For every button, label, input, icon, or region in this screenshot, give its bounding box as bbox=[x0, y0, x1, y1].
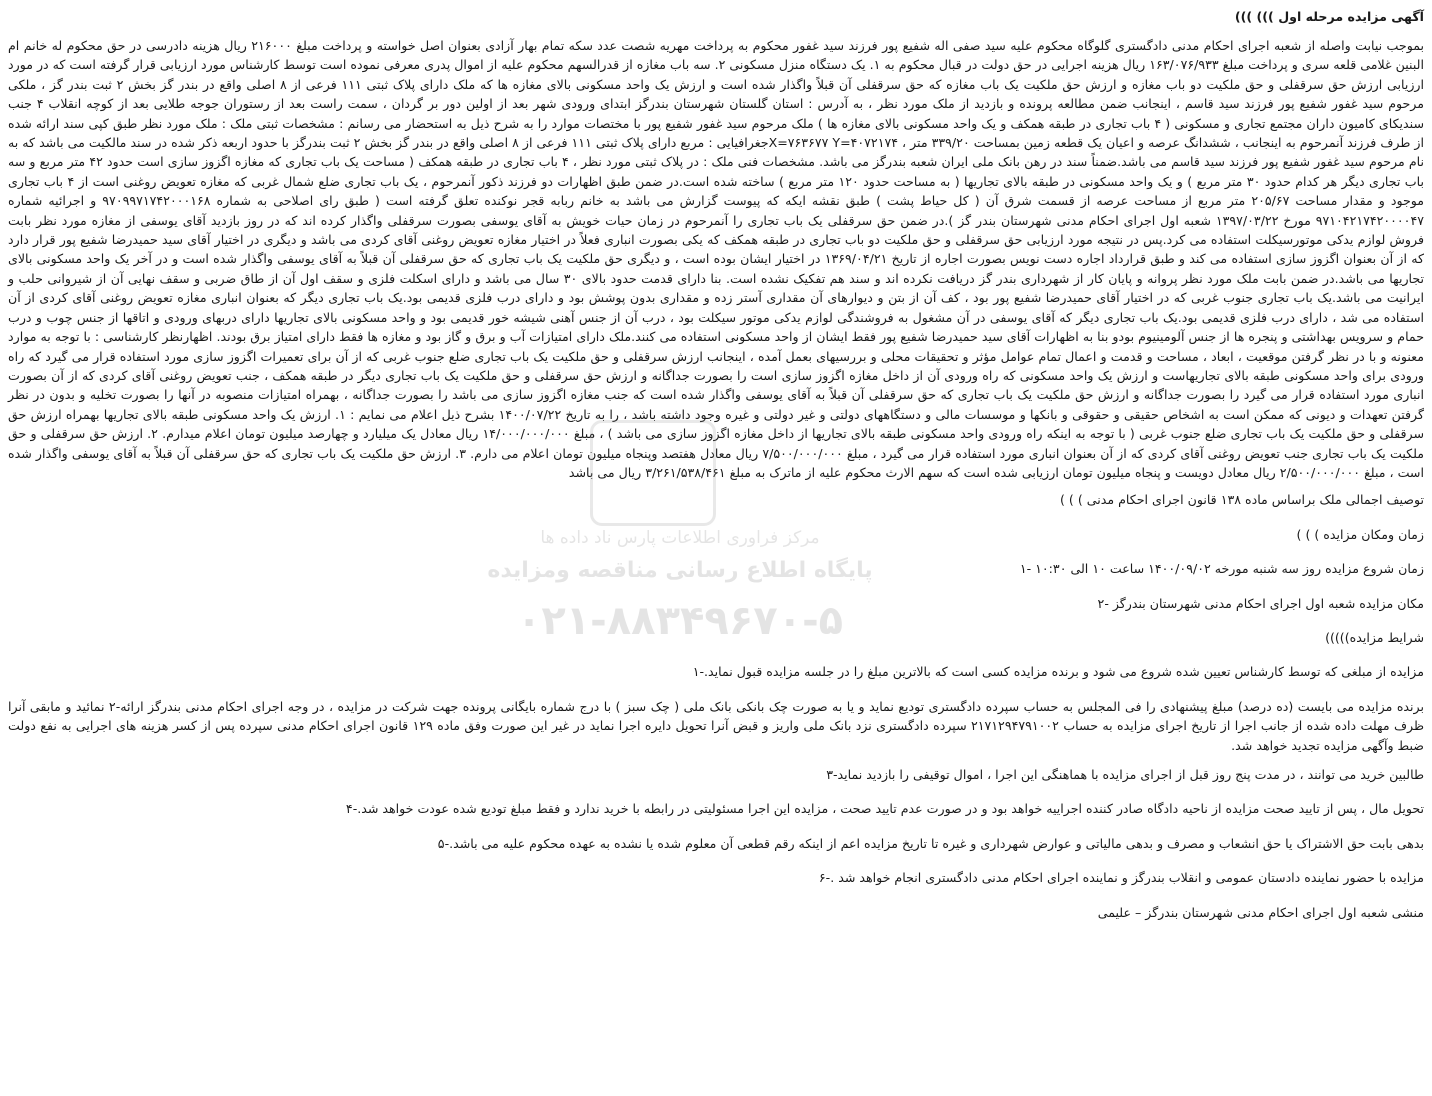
auction-notice bbox=[8, 6, 1424, 1090]
signature: منشی شعبه اول اجرای احکام مدنی شهرستان بندرگز – علیمی bbox=[1097, 904, 1424, 920]
auction-time: زمان شروع مزایده روز سه شنبه مورخه ۱۴۰۰/۰۹/۰۲ ساعت ۱۰ الی ۱۰:۳۰ -۱ bbox=[1019, 561, 1424, 577]
condition-item: مزایده از مبلغی که توسط کارشناس تعیین شده شروع می شود و برنده مزایده کسی است که بالاترین مبلغ را در جلسه مزایده قبول نماید.-۱ bbox=[692, 664, 1424, 680]
condition-item: مزایده با حضور نماینده دادستان عمومی و انقلاب بندرگز و نماینده اجرای احکام مدنی دادگستری انجام خواهد شد .-۶ bbox=[818, 870, 1424, 886]
condition-item: بدهی بابت حق الاشتراک یا حق انشعاب و مصرف و بدهی مالیاتی و عوارض شهرداری و غیره تا تاریخ مزایده اعم از اینکه رقم قطعی آن معلوم شده یا نشده به عهده محکوم علیه می باشد.-۵ bbox=[437, 835, 1424, 851]
condition-item: تحویل مال ، پس از تایید صحت مزایده از ناحیه دادگاه صادر کننده اجراییه خواهد بود و در صورت عدم تایید صحت ، مزایده این اجرا مسئولیتی در رابطه با خرید ندارد و فقط مبلغ تودیع شده عودت خواهد شد.-۴ bbox=[345, 801, 1424, 817]
watermark-phone: ۰۲۱-۸۸۳۴۹۶۷۰-۵ bbox=[516, 598, 844, 644]
summary-heading: توصیف اجمالی ملک براساس ماده ۱۳۸ قانون اجرای احکام مدنی ) ) ) bbox=[1060, 492, 1424, 508]
notice-body: بموجب نیابت واصله از شعبه اجرای احکام مدنی دادگستری گلوگاه محکوم علیه سید صفی اله شفیع پور فرزند سید غفور محکوم به پرداخت مهریه شصت عدد سکه تمام بهار آزادی بعنوان اصل خواسته و پرداخت مبلغ ۲۱۶۰۰۰ ریال هزینه دادرسی در حق محکوم له خانم ام البنین غلامی قلعه سری و پرداخت مبلغ ۱۶۳/۰۷۶/۹۳۳ ریال هزینه اجرایی در حق دولت در قبال محکوم به ۱. یک دستگاه منزل مسکونی ۲. سه باب مغازه از قدرالسهم محکوم علیه از اموال پدری معرفی نموده است توسط کارشناس مورد ارزیابی قرار گرفته است که در مورد ارزیابی ارزش حق سرقفلی و حق ملکیت دو باب مغازه و ارزش حق ملکیت یک باب مغازه که حق سرقفلی آن قبلاً واگذار شده است و ارزش یک واحد مسکونی بالای مغازه ها که ملک دارای پلاک ثبتی ۱۱۱ فرعی از ۸ اصلی واقع در بندر گز بخش ۲ ثبت بندر گز ، ملکی مرحوم سید غفور شفیع پور فرزند سید قاسم ، اینجانب ضمن مطالعه پرونده و بازدید از ملک مورد نظر ، به آدرس : استان گلستان شهرستان بندرگز ابتدای ورودی شهر بعد از اولین دور بر گردان ، سمت راست بعد از رستوران جوجه طلایی بعد از کوچه انقلاب ۴ جنب سندیکای کامیون داران مجتمع تجاری و مسکونی ( ۴ باب تجاری در طبقه همکف و یک واحد مسکونی بالای مغازه ها ) ملک مرحوم سید غفور شفیع پور با مختصات موارد را به شرح ذیل به استحضار می رسانم : مشخصات ثبتی ملک : ملک مورد نظر طبق کپی سند ارائه شده از طرف فرزند آنمرحوم به اینجانب ، ششدانگ عرصه و اعیان یک قطعه زمین بمساحت ۳۳۹/۲۰ متر ، X=۷۶۳۶۷۷ Y=۴۰۷۲۱۷۴جغرافیایی : مربع دارای پلاک ثبتی ۱۱۱ فرعی از ۸ اصلی واقع در بندر گز بخش ۲ ثبت بندرگز با حدود اربعه ذکر شده در سند مالکیت می باشد که به نام مرحوم سید غفور شفیع پور فرزند سید قاسم می باشد.ضمناً سند در رهن بانک ملی ایران شعبه بندرگز می باشد. مشخصات فنی ملک : در پلاک ثبتی مورد نظر ، ۴ باب تجاری در طبقه همکف ( مساحت یک باب تجاری که مغازه اگزوز سازی است حدود ۴۲ متر مربع و سه باب تجاری دیگر هر کدام حدود ۳۰ متر مربع ) و یک واحد مسکونی در طبقه بالای تجاریها ( به مساحت حدود ۱۲۰ متر مربع ) ساخته شده است.در ضمن طبق اظهارات دو فرزند ذکور آنمرحوم ، یک باب تجاری ضلع شمال غربی که مغازه تعویض روغنی است از ۴ باب تجاری موجود و مقدار مساحت ۲۰۵/۶۷ متر مربع از مساحت عرصه از قسمت شرق آن ( کل حیاط پشت ) طبق نقشه ایکه که پیوست گزارش می باشد به خانم ربابه قجر نوکنده تعلق گرفته است ( طبق رای اصلاحی به شماره ۹۷۰۹۹۷۱۷۴۲۰۰۰۱۶۸ و اجرائیه شماره ۹۷۱۰۴۲۱۷۴۲۰۰۰۰۴۷ مورخ ۱۳۹۷/۰۳/۲۲ شعبه اول اجرای احکام مدنی شهرستان بندر گز ).در ضمن حق سرقفلی یک باب تجاری را آنمرحوم در زمان حیات خویش به آقای یوسفی بصورت سرقفلی واگذار کرده اند که در روز بازدید آقای یوسفی از مغازه مورد نظر بابت فروش لوازم یدکی موتورسیکلت استفاده می کرد.پس در نتیجه مورد ارزیابی حق سرقفلی و حق ملکیت دو باب تجاری در طبقه همکف که یکی بصورت انباری فعلاً در اختیار مغازه تعویض روغنی آقای کردی می باشد و دیگری در اختیار آقای سید حمیدرضا شفیع پور قرار دارد که از آن بعنوان اگزوز سازی استفاده می کند و طبق قرارداد اجاره دست نویس بصورت اجاره از تاریخ ۱۳۶۹/۰۴/۲۱ در اختیار ایشان بوده است ، و دیگری حق ملکیت یک باب تجاری که حق سرقفلی آن قبلاً به آقای یوسفی واگذار شده است و در آخر یک واحد مسکونی بالای تجاریها می باشد.در ضمن بابت ملک مورد نظر پروانه و پایان کار از شهرداری بندر گز دریافت نکرده اند و سند هم تفکیک نشده است. بنا دارای قدمت حدود بالای ۳۰ سال می باشد و دارای اسکلت فلزی و سقف اول آن از طاق ضربی و سقف نهایی آن از شیروانی حلب و ایرانیت می باشد.یک باب تجاری جنوب غربی که در اختیار آقای حمیدرضا شفیع پور بود ، کف آن از بتن و دیوارهای آن مقداری آستر زده و مقداری بدون پوشش بود و دارای درب فلزی قدیمی بود.یک باب تجاری دیگر که بعنوان انباری مغازه تعویض روغنی آقای کردی از آن استفاده می شد ، دارای درب فلزی قدیمی بود.یک باب تجاری دیگر که آقای یوسفی در آن مشغول به فروشندگی لوازم یدکی موتور سیکلت بود ، درب آن از جنس آهنی شیشه خور قدیمی بود و واحد مسکونی بالای تجاریها دارای دربهای ورودی و اتاقها از جنس چوب و درب حمام و سرویس بهداشتی و پنجره ها از جنس آلومینیوم بودو بنا به اظهارات آقای سید حمیدرضا شفیع پور فقط ایشان از واحد مسکونی استفاده می کنند.ملک دارای امتیازات آب و برق و گاز بود و مغازه ها فقط دارای امتیاز برق بودند. اظهارنظر کارشناسی : با توجه به موارد معنونه و با در نظر گرفتن موقعیت ، ابعاد ، مساحت و قدمت و اعمال تمام عوامل مؤثر و تحقیقات محلی و بررسیهای بعمل آمده ، اینجانب ارزش سرقفلی و حق ملکیت یک باب تجاری ضلع جنوب غربی که از آن برای تعمیرات اگزوز سازی مورد استفاده قرار می گیرد که راه ورودی برای واحد مسکونی طبقه بالای تجاریهاست و ارزش یک واحد مسکونی که راه ورودی آن از داخل مغازه اگزوز سازی است را بصورت جداگانه و ارزش حق سرقفلی و حق ملکیت یک باب تجاری دیگر در طبقه همکف ، جنب تعویض روغنی آقای کردی که از آن بصورت انباری مورد استفاده قرار می گیرد را بصورت جداگانه و ارزش حق ملکیت یک باب تجاری که حق سرقفلی آن قبلاً به آقای یوسفی واگذار شده است که جنب مغازه اگزوز سازی می باشد را بصورت جداگانه ، بهمراه امتیازات منصوبه در آنها را بصورت تخلیه و بدون در نظر گرفتن تعهدات و دیونی که ممکن است به اشخاص حقیقی و حقوقی و بانکها و موسسات مالی و دستگاههای دولتی و غیر دولتی و غیره وجود داشته باشد ، را به تاریخ ۱۴۰۰/۰۷/۲۲ بشرح ذیل اعلام می نمایم : ۱. ارزش یک واحد مسکونی طبقه بالای تجاریها بهمراه ارزش حق سرقفلی و حق ملکیت یک باب تجاری ضلع جنوب غربی ( با توجه به اینکه راه ورودی واحد مسکونی طبقه بالای تجاریها از داخل مغازه اگزوز سازی می باشد ) ، مبلغ ۱۴/۰۰۰/۰۰۰/۰۰۰ ریال معادل یک میلیارد و چهارصد میلیون تومان اعلام میدارم. ۲. ارزش حق سرقفلی و حق ملکیت یک باب تجاری جنب تعویض روغنی آقای کردی که از آن بعنوان انباری مورد استفاده قرار می گیرد ، مبلغ ۷/۵۰۰/۰۰۰/۰۰۰ ریال معادل هفتصد وپنجاه میلیون تومان اعلام می دارم. ۳. ارزش حق ملکیت یک باب تجاری که حق سرقفلی آن قبلاً به آقای یوسفی واگذار شده است ، مبلغ ۲/۵۰۰/۰۰۰/۰۰۰ ریال معادل دویست و پنجاه میلیون تومان ارزیابی شده است که سهم الارث محکوم علیه از ماترک به مبلغ ۳/۲۶۱/۵۳۸/۴۶۱ ریال می باشد bbox=[8, 38, 1425, 480]
conditions-heading: شرایط مزایده))))) bbox=[1325, 629, 1424, 645]
condition-item: طالبین خرید می توانند ، در مدت پنج روز قبل از اجرای مزایده با هماهنگی این اجرا ، اموال توقیفی را بازدید نماید-۳ bbox=[826, 767, 1424, 782]
watermark-line-1: مرکز فراوری اطلاعات پارس ناد داده ها bbox=[540, 528, 820, 548]
watermark-line-2: پایگاه اطلاع رسانی مناقصه ومزایده bbox=[487, 558, 873, 583]
condition-item: برنده مزایده می بایست (ده درصد) مبلغ پیشنهادی را فی المجلس به حساب سپرده دادگستری تودیع نماید و یا به صورت چک بانکی بانک ملی ( چک سبز ) با درج شماره بایگانی پرونده جهت شرکت در مزایده ، در وجه اجرای احکام مدنی بندرگز ارائه-۲ نمائید و مابقی آنرا ظرف مهلت داده شده از جانب اجرا از تاریخ اجرای مزایده به حساب ۲۱۷۱۲۹۴۷۹۱۰۰۲ سپرده دادگستری نزد بانک ملی واریز و قبض آنرا تحویل دایره اجرا نماید در غیر این صورت وفق ماده ۱۲۹ قانون اجرای احکام مدنی سپرده پس از کسر هزینه های اجرایی به نفع دولت ضبط وآگهی مزایده تجدید خواهد شد. bbox=[8, 698, 1424, 753]
time-place-heading: زمان ومکان مزایده ) ) ) bbox=[1296, 526, 1424, 542]
notice-title: آگهی مزایده مرحله اول ))) ))) bbox=[1234, 9, 1424, 24]
auction-place: مکان مزایده شعبه اول اجرای احکام مدنی شهرستان بندرگز -۲ bbox=[1097, 595, 1424, 611]
